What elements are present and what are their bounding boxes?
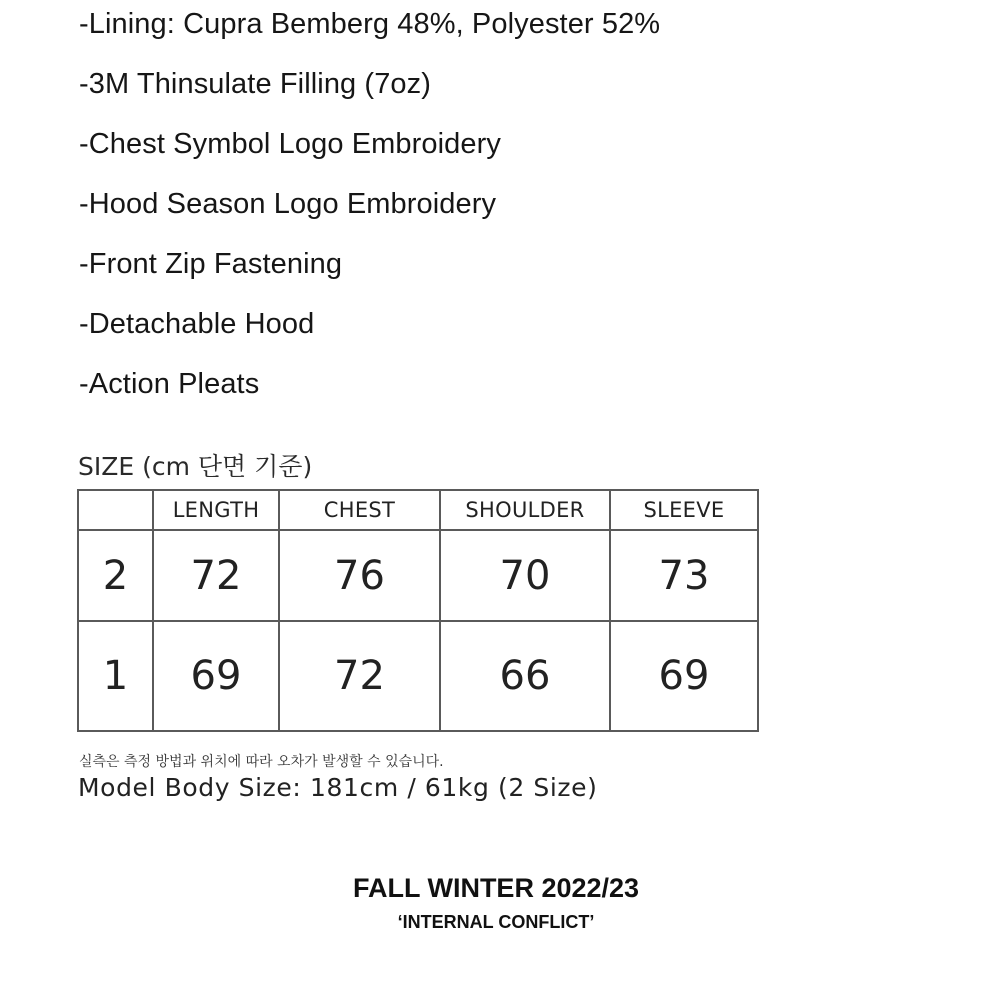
feature-detachable-hood: -Detachable Hood: [79, 308, 315, 340]
size-heading: SIZE (cm 단면 기준): [78, 452, 313, 481]
shoulder-cell: 66: [440, 621, 610, 731]
header-cell-chest: CHEST: [279, 490, 440, 530]
header-cell-empty: [78, 490, 153, 530]
model-body-size: Model Body Size: 181cm / 61kg (2 Size): [78, 773, 598, 802]
chest-cell: 72: [279, 621, 440, 731]
table-row: [78, 621, 758, 731]
table-row: [78, 530, 758, 621]
chest-cell: 76: [279, 530, 440, 621]
header-cell-length: LENGTH: [153, 490, 279, 530]
sleeve-cell: 69: [610, 621, 758, 731]
shoulder-cell: 70: [440, 530, 610, 621]
feature-chest-logo: -Chest Symbol Logo Embroidery: [79, 128, 501, 160]
sleeve-cell: 73: [610, 530, 758, 621]
size-label-cell: 1: [78, 621, 153, 731]
header-cell-shoulder: SHOULDER: [440, 490, 610, 530]
size-table: [77, 489, 759, 732]
measurement-note: 실측은 측정 방법과 위치에 따라 오차가 발생할 수 있습니다.: [79, 754, 444, 770]
size-label-cell: 2: [78, 530, 153, 621]
length-cell: 72: [153, 530, 279, 621]
feature-hood-logo: -Hood Season Logo Embroidery: [79, 188, 497, 220]
feature-filling: -3M Thinsulate Filling (7oz): [79, 68, 432, 100]
size-table-header-row: [78, 490, 758, 530]
season-title: FALL WINTER 2022/23: [352, 873, 640, 903]
header-cell-sleeve: SLEEVE: [610, 490, 758, 530]
feature-front-zip: -Front Zip Fastening: [79, 248, 343, 280]
collection-title: ‘INTERNAL CONFLICT’: [397, 912, 595, 932]
feature-action-pleats: -Action Pleats: [79, 368, 260, 400]
length-cell: 69: [153, 621, 279, 731]
feature-list: [79, 0, 660, 414]
feature-lining: -Lining: Cupra Bemberg 48%, Polyester 52%: [79, 8, 661, 40]
